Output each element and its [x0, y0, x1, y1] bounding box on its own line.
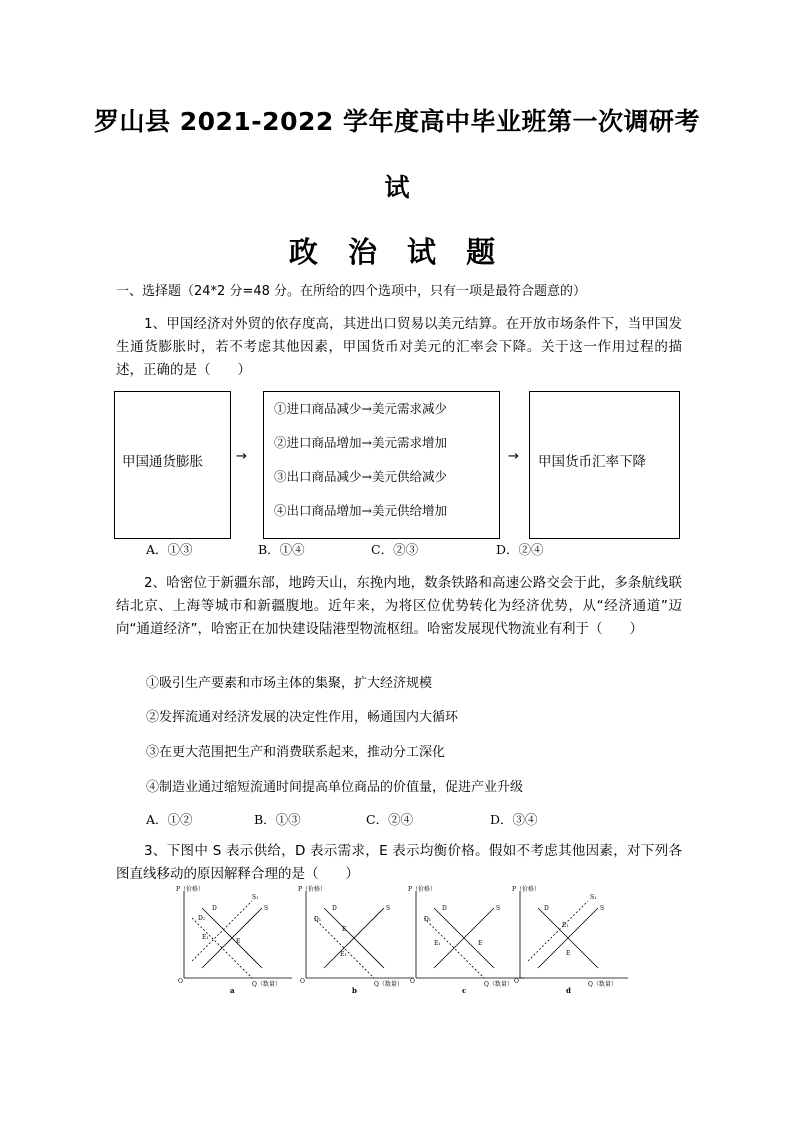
q1-right-box: [529, 391, 680, 539]
q3-stem: 3、下图中 S 表示供给，D 表示需求，E 表示均衡价格。假如不考虑其他因素，对下列各图直线移动的原因解释合理的是（ ）: [116, 843, 682, 882]
point-label-e: E: [236, 938, 241, 945]
q1-stem: 1、甲国经济对外贸的依存度高，其进出口贸易以美元结算。在开放市场条件下，当甲国发生通货膨胀时，若不考虑其他因素，甲国货币对美元的汇率会下降。关于这一作用过程的描述，正确的是（ ）: [116, 316, 682, 378]
origin-label: O: [514, 978, 519, 985]
origin-label: O: [178, 978, 183, 985]
p-axis-label: P（价格）: [298, 886, 327, 893]
p-axis-label: P（价格）: [512, 886, 541, 893]
p-axis-label: P（价格）: [176, 886, 205, 893]
q-axis-label: Q（数量）: [588, 981, 617, 988]
chart-caption: d: [566, 986, 571, 995]
curve-label-d: D: [212, 905, 217, 912]
q2-item-4: ④制造业通过缩短流通时间提高单位商品的价值量，促进产业升级: [146, 780, 524, 795]
origin-label: O: [410, 978, 415, 985]
q2-option-c[interactable]: C．②④: [366, 812, 414, 827]
q1-option-a[interactable]: A．①③: [146, 542, 193, 557]
curve-label-d: D: [544, 905, 549, 912]
q1-arrow-1: →: [236, 449, 247, 464]
q-axis-label: Q（数量）: [252, 981, 281, 988]
q1-middle-item-4: ④出口商品增加→美元供给增加: [274, 503, 447, 518]
curve-label-d: D: [442, 905, 447, 912]
q2-option-a[interactable]: A．①②: [146, 812, 193, 827]
q2-stem: 2、哈密位于新疆东部，地跨天山，东挽内地，数条铁路和高速公路交会于此，多条航线联结北京、上海等城市和新疆腹地。近年来，为将区位优势转化为经济优势，从“经济通道”迈向“通道经济”，哈密正在加快建设陆港型物流枢纽。哈密发展现代物流业有利于（ ）: [116, 575, 682, 637]
exam-title-line1: 罗山县 2021-2022 学年度高中毕业班第一次调研考: [94, 107, 700, 136]
section-heading: 一、选择题（24*2 分=48 分。在所给的四个选项中，只有一项是最符合题意的）: [116, 284, 587, 299]
q3-chart-a: [172, 883, 302, 995]
curve-label-s: S: [386, 905, 391, 912]
curve-label-d1: D₁: [198, 915, 206, 922]
chart-caption: a: [230, 986, 235, 995]
q1-left-box-text: 甲国通货膨胀: [122, 454, 203, 470]
q2-option-d[interactable]: D．③④: [490, 812, 538, 827]
q2-option-b[interactable]: B．①③: [254, 812, 301, 827]
curve-label-d1: D₁: [314, 916, 322, 923]
curve-label-d1: D₁: [424, 916, 432, 923]
q1-middle-item-3: ③出口商品减少→美元供给减少: [274, 469, 447, 484]
point-label-e: E: [566, 950, 571, 957]
point-label-e: E: [478, 940, 483, 947]
exam-title-line2: 试: [384, 173, 410, 202]
chart-caption: c: [462, 986, 467, 995]
q3-chart-d: [508, 883, 638, 995]
s1-curve: [192, 901, 252, 961]
q1-arrow-2: →: [508, 449, 519, 464]
curve-label-s: S: [264, 905, 269, 912]
point-label-e1: E₁: [340, 951, 347, 958]
q-axis-label: Q（数量）: [374, 981, 403, 988]
q1-left-box: [114, 391, 231, 539]
q1-middle-item-2: ②进口商品增加→美元需求增加: [274, 435, 447, 450]
q1-option-c[interactable]: C．②③: [371, 542, 419, 557]
curve-label-s: S: [496, 905, 501, 912]
curve-label-d: D: [332, 905, 337, 912]
origin-label: O: [300, 978, 305, 985]
point-label-e1: E₁: [434, 940, 441, 947]
q1-option-b[interactable]: B．①④: [258, 542, 305, 557]
s1-curve: [528, 901, 588, 961]
q1-middle-box: [263, 391, 500, 539]
q2-item-3: ③在更大范围把生产和消费联系起来，推动分工深化: [146, 745, 446, 760]
q-axis-label: Q（数量）: [484, 981, 513, 988]
q1-right-box-text: 甲国货币汇率下降: [538, 454, 646, 470]
subject-title: 政 治 试 题: [288, 235, 506, 269]
point-label-e1: E₁: [202, 934, 209, 941]
point-label-e1: E₁: [562, 922, 569, 929]
curve-label-s1: S₁: [252, 894, 259, 901]
q1-middle-item-1: ①进口商品减少→美元需求减少: [274, 401, 447, 416]
chart-caption: b: [352, 986, 357, 995]
curve-label-s1: S₁: [590, 894, 597, 901]
curve-label-s: S: [600, 905, 605, 912]
q1-option-d[interactable]: D．②④: [496, 542, 544, 557]
q2-item-2: ②发挥流通对经济发展的决定性作用，畅通国内大循环: [146, 710, 459, 725]
point-label-e: E: [342, 926, 347, 933]
p-axis-label: P（价格）: [408, 886, 437, 893]
q2-item-1: ①吸引生产要素和市场主体的集聚，扩大经济规模: [146, 676, 433, 691]
